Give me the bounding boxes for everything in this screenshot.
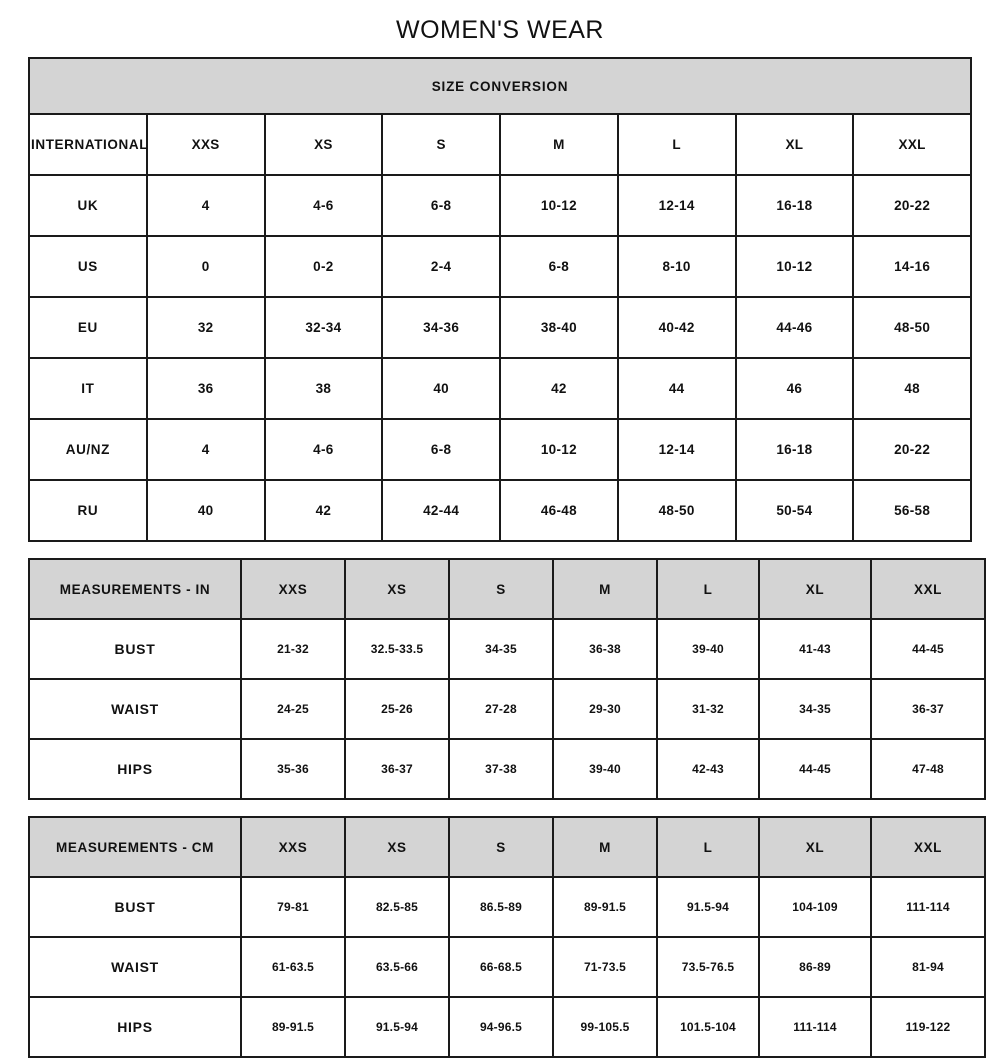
table-row	[29, 877, 985, 937]
cell-aunz-xxs: 4	[147, 419, 265, 480]
row-label-ru: RU	[29, 480, 147, 541]
cell-eu-s: 34-36	[382, 297, 500, 358]
cell-in-bust-s: 34-35	[449, 619, 553, 679]
column-header-in-xl: XL	[759, 559, 871, 619]
column-header-cm-xs: XS	[345, 817, 449, 877]
cell-ru-s: 42-44	[382, 480, 500, 541]
row-label-uk: UK	[29, 175, 147, 236]
cell-uk-xl: 16-18	[736, 175, 854, 236]
cell-cm-waist-l: 73.5-76.5	[657, 937, 759, 997]
cell-cm-hips-l: 101.5-104	[657, 997, 759, 1057]
cell-ru-m: 46-48	[500, 480, 618, 541]
table-banner-row	[29, 58, 971, 114]
cell-in-bust-xxl: 44-45	[871, 619, 985, 679]
cell-eu-xs: 32-34	[265, 297, 383, 358]
table-header-row	[29, 559, 985, 619]
table-header-row	[29, 114, 971, 175]
cell-it-m: 42	[500, 358, 618, 419]
cell-uk-xs: 4-6	[265, 175, 383, 236]
cell-in-hips-xxl: 47-48	[871, 739, 985, 799]
cell-us-xs: 0-2	[265, 236, 383, 297]
cell-cm-bust-xs: 82.5-85	[345, 877, 449, 937]
column-header-international: INTERNATIONAL	[29, 114, 147, 175]
cell-in-waist-xxs: 24-25	[241, 679, 345, 739]
cell-aunz-xxl: 20-22	[853, 419, 971, 480]
column-header-measurements-cm: MEASUREMENTS - CM	[29, 817, 241, 877]
cell-us-m: 6-8	[500, 236, 618, 297]
column-header-xs: XS	[265, 114, 383, 175]
cell-aunz-m: 10-12	[500, 419, 618, 480]
column-header-in-xxl: XXL	[871, 559, 985, 619]
cell-us-l: 8-10	[618, 236, 736, 297]
cell-cm-hips-xxs: 89-91.5	[241, 997, 345, 1057]
cell-cm-waist-xl: 86-89	[759, 937, 871, 997]
table-row	[29, 297, 971, 358]
cell-aunz-xs: 4-6	[265, 419, 383, 480]
cell-in-bust-xxs: 21-32	[241, 619, 345, 679]
table-header-row	[29, 817, 985, 877]
cell-cm-waist-m: 71-73.5	[553, 937, 657, 997]
row-label-in-hips: HIPS	[29, 739, 241, 799]
column-header-m: M	[500, 114, 618, 175]
cell-uk-s: 6-8	[382, 175, 500, 236]
cell-us-s: 2-4	[382, 236, 500, 297]
cell-in-hips-s: 37-38	[449, 739, 553, 799]
column-header-cm-m: M	[553, 817, 657, 877]
cell-it-xs: 38	[265, 358, 383, 419]
cell-aunz-l: 12-14	[618, 419, 736, 480]
size-conversion-banner: SIZE CONVERSION	[29, 58, 971, 114]
cell-in-waist-xs: 25-26	[345, 679, 449, 739]
cell-it-xxl: 48	[853, 358, 971, 419]
cell-in-waist-s: 27-28	[449, 679, 553, 739]
cell-uk-xxs: 4	[147, 175, 265, 236]
table-row	[29, 619, 985, 679]
table-row	[29, 739, 985, 799]
column-header-cm-xl: XL	[759, 817, 871, 877]
cell-cm-bust-xl: 104-109	[759, 877, 871, 937]
cell-cm-bust-s: 86.5-89	[449, 877, 553, 937]
row-label-it: IT	[29, 358, 147, 419]
table-row	[29, 937, 985, 997]
cell-eu-xl: 44-46	[736, 297, 854, 358]
cell-in-bust-xl: 41-43	[759, 619, 871, 679]
cell-it-s: 40	[382, 358, 500, 419]
column-header-xxl: XXL	[853, 114, 971, 175]
cell-cm-bust-l: 91.5-94	[657, 877, 759, 937]
table-row	[29, 419, 971, 480]
measurements-cm-table	[28, 816, 986, 1058]
cell-ru-xs: 42	[265, 480, 383, 541]
cell-in-hips-l: 42-43	[657, 739, 759, 799]
row-label-cm-bust: BUST	[29, 877, 241, 937]
table-row	[29, 358, 971, 419]
row-label-aunz: AU/NZ	[29, 419, 147, 480]
column-header-xl: XL	[736, 114, 854, 175]
table-row	[29, 997, 985, 1057]
cell-it-xxs: 36	[147, 358, 265, 419]
cell-aunz-s: 6-8	[382, 419, 500, 480]
cell-cm-bust-xxs: 79-81	[241, 877, 345, 937]
measurements-inches-table	[28, 558, 986, 800]
cell-in-bust-m: 36-38	[553, 619, 657, 679]
cell-eu-xxs: 32	[147, 297, 265, 358]
cell-ru-xl: 50-54	[736, 480, 854, 541]
cell-eu-l: 40-42	[618, 297, 736, 358]
cell-in-hips-m: 39-40	[553, 739, 657, 799]
cell-in-bust-xs: 32.5-33.5	[345, 619, 449, 679]
table-row	[29, 236, 971, 297]
column-header-in-xxs: XXS	[241, 559, 345, 619]
row-label-in-waist: WAIST	[29, 679, 241, 739]
column-header-xxs: XXS	[147, 114, 265, 175]
cell-in-waist-l: 31-32	[657, 679, 759, 739]
cell-cm-hips-s: 94-96.5	[449, 997, 553, 1057]
size-conversion-table	[28, 57, 972, 542]
column-header-in-s: S	[449, 559, 553, 619]
cell-cm-hips-xxl: 119-122	[871, 997, 985, 1057]
cell-eu-m: 38-40	[500, 297, 618, 358]
cell-eu-xxl: 48-50	[853, 297, 971, 358]
column-header-cm-s: S	[449, 817, 553, 877]
cell-us-xxl: 14-16	[853, 236, 971, 297]
column-header-cm-xxs: XXS	[241, 817, 345, 877]
cell-us-xl: 10-12	[736, 236, 854, 297]
cell-us-xxs: 0	[147, 236, 265, 297]
cell-cm-waist-xxl: 81-94	[871, 937, 985, 997]
cell-cm-bust-m: 89-91.5	[553, 877, 657, 937]
cell-in-waist-xxl: 36-37	[871, 679, 985, 739]
cell-cm-hips-m: 99-105.5	[553, 997, 657, 1057]
cell-cm-bust-xxl: 111-114	[871, 877, 985, 937]
cell-cm-waist-xxs: 61-63.5	[241, 937, 345, 997]
cell-cm-hips-xs: 91.5-94	[345, 997, 449, 1057]
cell-ru-l: 48-50	[618, 480, 736, 541]
cell-it-xl: 46	[736, 358, 854, 419]
column-header-cm-xxl: XXL	[871, 817, 985, 877]
row-label-cm-hips: HIPS	[29, 997, 241, 1057]
cell-in-bust-l: 39-40	[657, 619, 759, 679]
column-header-l: L	[618, 114, 736, 175]
column-header-s: S	[382, 114, 500, 175]
page-title: WOMEN'S WEAR	[396, 16, 604, 44]
row-label-cm-waist: WAIST	[29, 937, 241, 997]
cell-cm-hips-xl: 111-114	[759, 997, 871, 1057]
table-row	[29, 480, 971, 541]
cell-ru-xxl: 56-58	[853, 480, 971, 541]
row-label-in-bust: BUST	[29, 619, 241, 679]
column-header-cm-l: L	[657, 817, 759, 877]
column-header-in-l: L	[657, 559, 759, 619]
cell-in-hips-xs: 36-37	[345, 739, 449, 799]
row-label-us: US	[29, 236, 147, 297]
cell-uk-l: 12-14	[618, 175, 736, 236]
cell-cm-waist-xs: 63.5-66	[345, 937, 449, 997]
cell-in-waist-xl: 34-35	[759, 679, 871, 739]
cell-cm-waist-s: 66-68.5	[449, 937, 553, 997]
column-header-in-xs: XS	[345, 559, 449, 619]
table-row	[29, 175, 971, 236]
cell-in-waist-m: 29-30	[553, 679, 657, 739]
table-row	[29, 679, 985, 739]
cell-aunz-xl: 16-18	[736, 419, 854, 480]
cell-in-hips-xl: 44-45	[759, 739, 871, 799]
cell-uk-xxl: 20-22	[853, 175, 971, 236]
cell-in-hips-xxs: 35-36	[241, 739, 345, 799]
row-label-eu: EU	[29, 297, 147, 358]
cell-uk-m: 10-12	[500, 175, 618, 236]
column-header-measurements-in: MEASUREMENTS - IN	[29, 559, 241, 619]
column-header-in-m: M	[553, 559, 657, 619]
cell-ru-xxs: 40	[147, 480, 265, 541]
cell-it-l: 44	[618, 358, 736, 419]
